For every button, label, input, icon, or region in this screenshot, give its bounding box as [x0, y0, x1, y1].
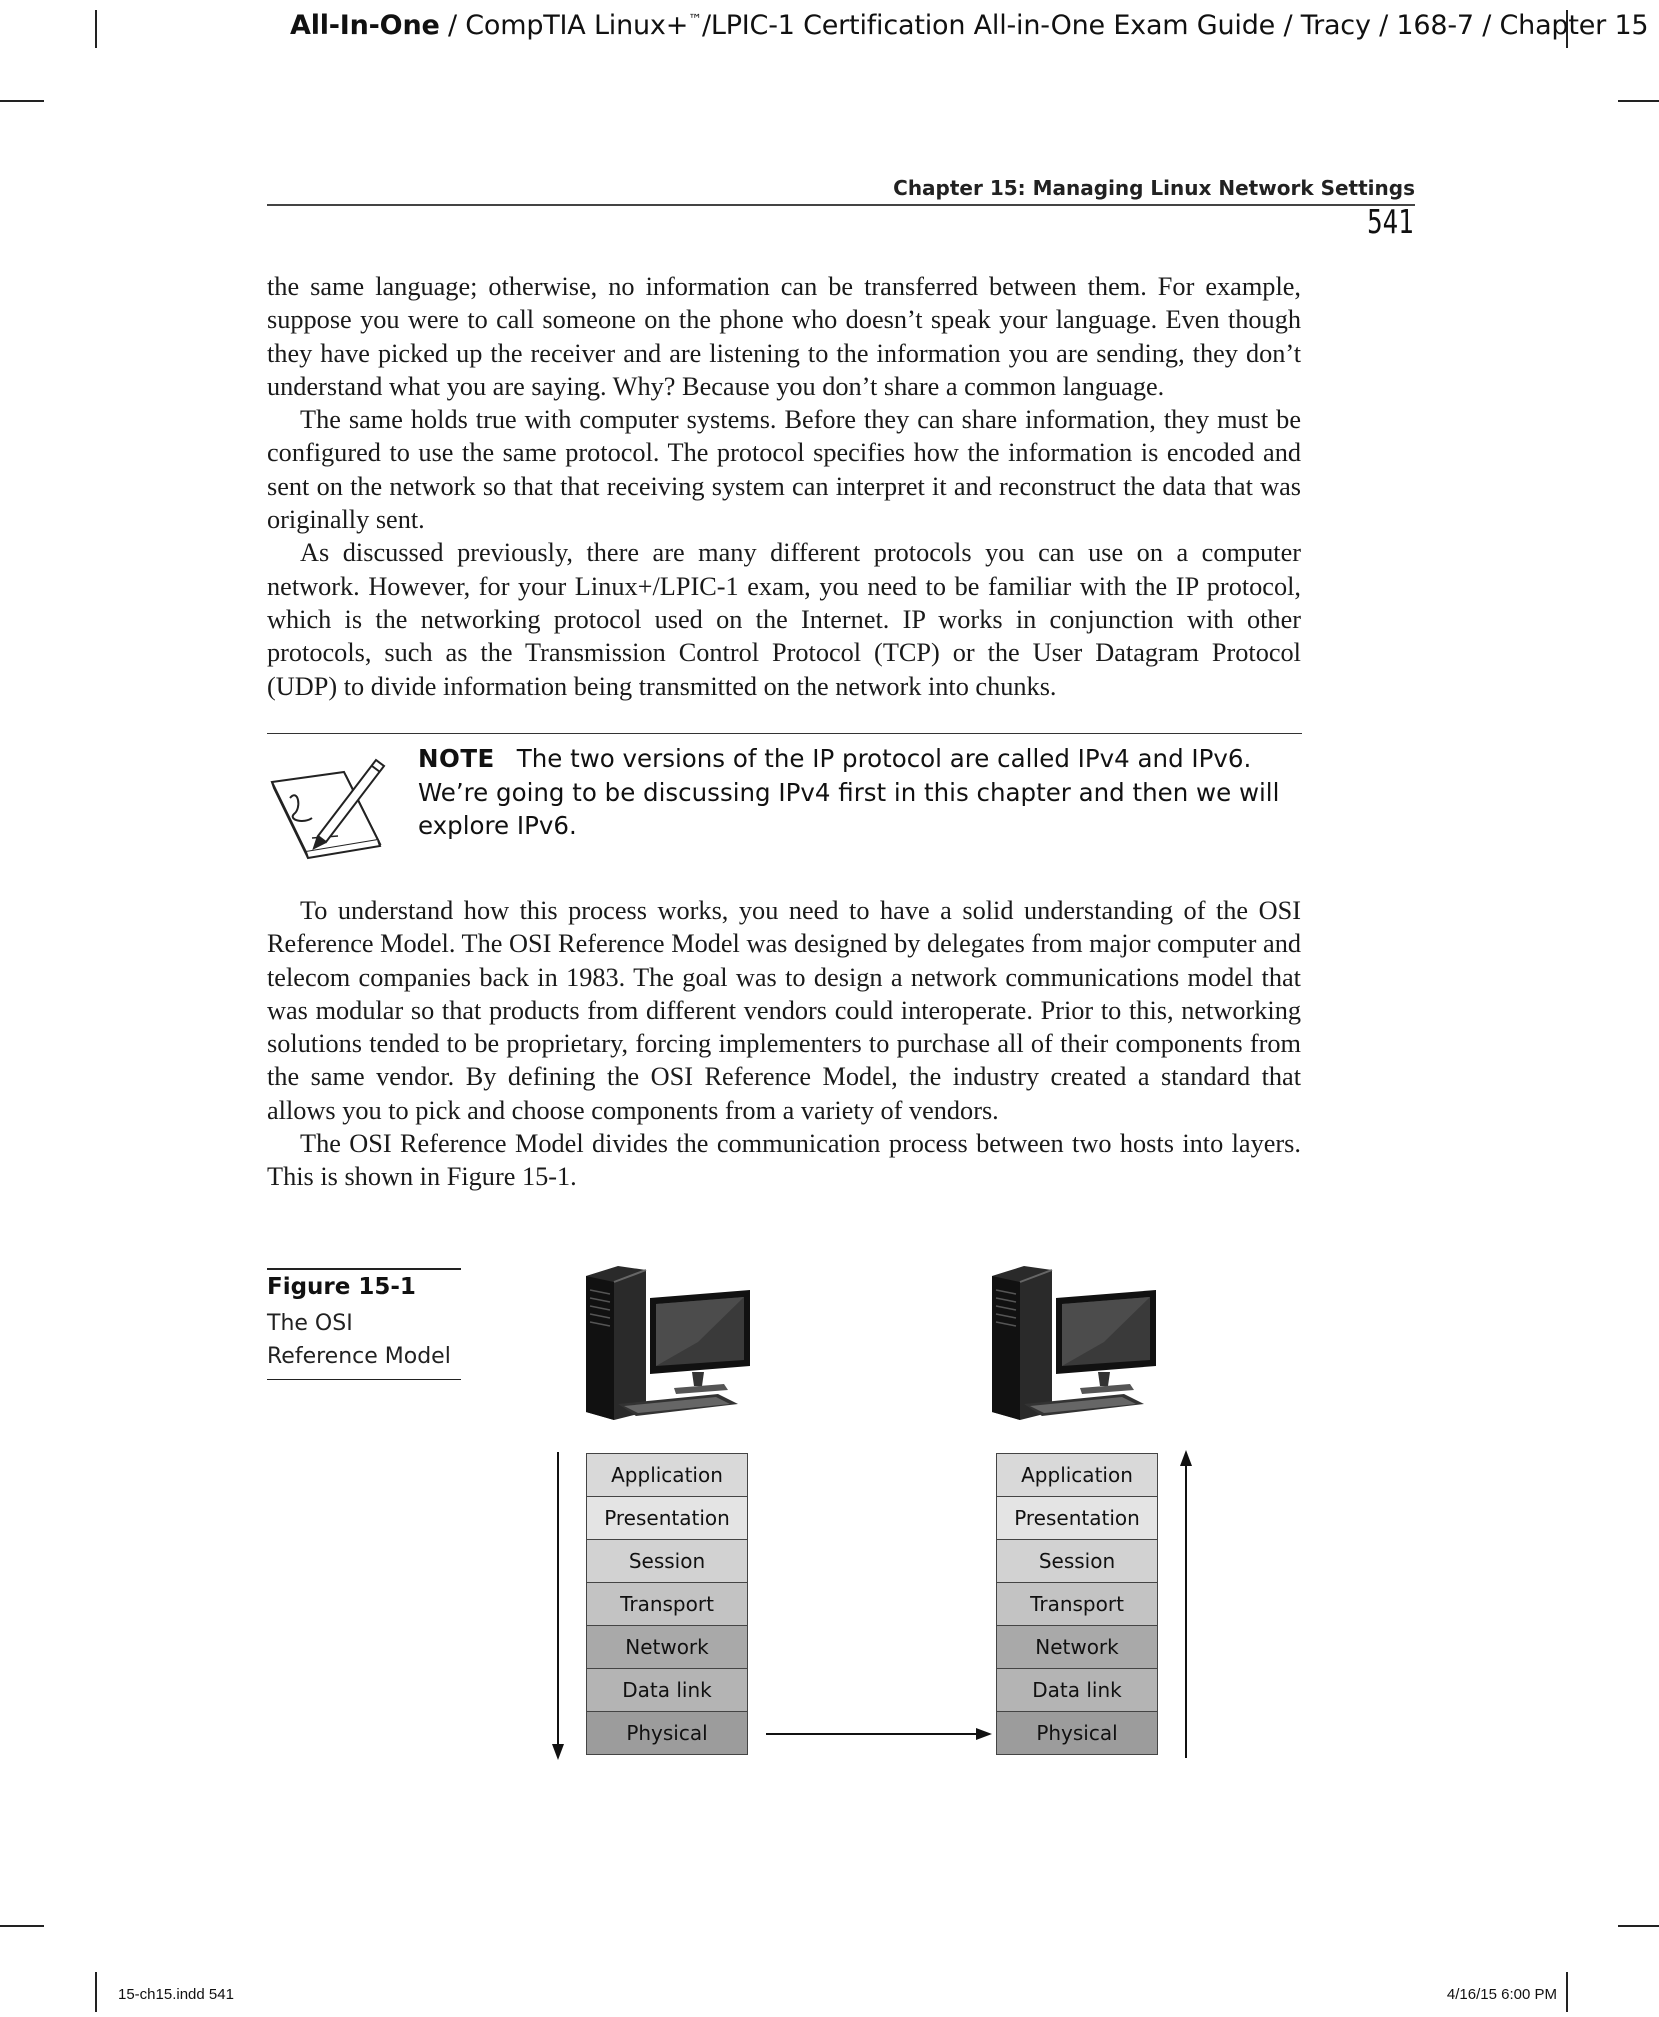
running-head: Chapter 15: Managing Linux Network Settings — [893, 176, 1415, 200]
file-slug: 15-ch15.indd 541 — [118, 1986, 234, 2003]
crop-mark — [0, 1925, 44, 1927]
figure-label-rule — [267, 1268, 461, 1270]
figure-caption: The OSI Reference Model — [267, 1311, 451, 1369]
crop-mark — [1618, 100, 1659, 102]
paragraph: The same holds true with computer systems. Before they can share information, they must be configured to use the same protocol. The protocol specifies how the information is encoded and sent on the network so that that receiving system can interpret it and reconstruct the data that was originally sent. — [267, 405, 1301, 535]
osi-layer: Network — [586, 1625, 748, 1669]
body-text-top — [267, 270, 1301, 703]
date-slug: 4/16/15 6:00 PM — [1446, 1986, 1557, 2003]
computer-icon — [984, 1262, 1164, 1422]
osi-layer: Physical — [996, 1711, 1158, 1755]
note-label: NOTE — [418, 744, 495, 773]
crop-mark — [95, 10, 97, 48]
osi-layer: Session — [586, 1539, 748, 1583]
note-body: The two versions of the IP protocol are called IPv4 and IPv6. We’re going to be discussing IPv4 first in this chapter and then we will explore IPv6. — [418, 744, 1280, 840]
note-text — [418, 742, 1298, 843]
crop-mark — [1566, 1972, 1568, 2012]
down-arrow-icon — [548, 1448, 568, 1762]
crop-mark — [95, 1972, 97, 2012]
paragraph: the same language; otherwise, no information can be transferred between them. For example, suppose you were to call someone on the phone who doesn’t speak your language. Even though they have picked up the receiver and are listening to the information you are sending, they don’t understand what you are saying. Why? Because you don’t share a common language. — [267, 272, 1301, 401]
osi-layer: Data link — [996, 1668, 1158, 1712]
trademark-symbol: ™ — [688, 12, 702, 28]
crop-mark — [1618, 1925, 1659, 1927]
osi-layer: Application — [996, 1453, 1158, 1497]
slug-text-rest: /LPIC-1 Certification All-in-One Exam Guide / Tracy / 168-7 / Chapter 15 — [701, 10, 1649, 41]
osi-layer: Network — [996, 1625, 1158, 1669]
slug-text: / CompTIA Linux+ — [439, 10, 689, 41]
book-slug-line — [290, 10, 1649, 41]
computer-icon — [578, 1262, 758, 1422]
osi-layer: Transport — [586, 1582, 748, 1626]
up-arrow-icon — [1176, 1448, 1196, 1762]
osi-layer: Data link — [586, 1668, 748, 1712]
osi-layer: Physical — [586, 1711, 748, 1755]
note-rule — [267, 733, 1302, 734]
header-rule — [267, 204, 1415, 206]
crop-mark — [0, 100, 44, 102]
osi-layer: Presentation — [586, 1496, 748, 1540]
page-number: 541 — [1367, 202, 1414, 241]
paragraph: As discussed previously, there are many different protocols you can use on a computer network. However, for your Linux+/LPIC-1 exam, you need to be familiar with the IP protocol, which is the networking protocol used on the Internet. IP works in conjunction with other protocols, such as the Transmission Control Protocol (TCP) or the User Datagram Protocol (UDP) to divide information being transmitted on the network into chunks. — [267, 538, 1301, 701]
right-arrow-icon — [766, 1724, 992, 1744]
osi-stack-receiver — [996, 1454, 1158, 1755]
osi-layer: Application — [586, 1453, 748, 1497]
note-pad-icon — [268, 748, 392, 866]
slug-brand: All-In-One — [290, 10, 440, 41]
paragraph: To understand how this process works, you need to have a solid understanding of the OSI Reference Model. The OSI Reference Model was designed by delegates from major computer and telecom companies back in 1983. The goal was to design a network communications model that was modular so that products from different vendors could interoperate. Prior to this, networking solutions tended to be proprietary, forcing implementers to purchase all of their components from the same vendor. By defining the OSI Reference Model, the industry created a standard that allows you to pick and choose components from a variety of vendors. — [267, 896, 1301, 1125]
paragraph: The OSI Reference Model divides the communication process between two hosts into layers. This is shown in Figure 15-1. — [267, 1129, 1301, 1192]
osi-layer: Presentation — [996, 1496, 1158, 1540]
osi-layer: Transport — [996, 1582, 1158, 1626]
body-text-bottom — [267, 894, 1301, 1194]
osi-stack-sender — [586, 1454, 748, 1755]
figure-caption-rule — [267, 1379, 461, 1380]
osi-layer: Session — [996, 1539, 1158, 1583]
figure-label: Figure 15-1 — [267, 1274, 416, 1300]
